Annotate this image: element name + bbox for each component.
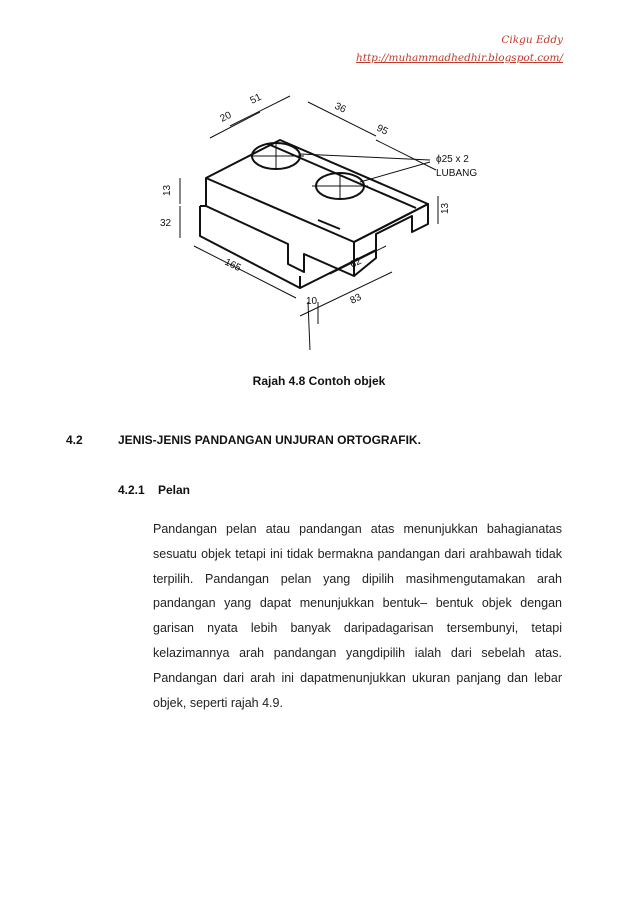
dimension-62: 62 xyxy=(348,255,364,271)
dimension-51: 51 xyxy=(248,91,264,107)
dimension-36: 36 xyxy=(332,100,348,116)
dimension-13-left: 13 xyxy=(162,184,173,196)
dimension-83: 83 xyxy=(348,291,364,307)
subsection-title: Pelan xyxy=(158,483,191,497)
header-url-link[interactable]: http://muhammadhedhir.blogspot.com/ xyxy=(355,52,563,64)
subsection-number: 4.2.1 xyxy=(118,483,145,497)
section-title: JENIS-JENIS PANDANGAN UNJURAN ORTOGRAFIK. xyxy=(118,433,421,447)
header-author: Cikgu Eddy xyxy=(501,34,563,46)
dimension-13-right: 13 xyxy=(440,202,451,214)
section-number: 4.2 xyxy=(66,433,83,447)
dimension-20: 20 xyxy=(218,109,234,125)
dimension-32: 32 xyxy=(160,218,172,229)
hole-label: LUBANG xyxy=(436,168,478,179)
dimension-10: 10 xyxy=(306,296,318,307)
dimension-165: 165 xyxy=(222,256,243,275)
figure-caption: Rajah 4.8 Contoh objek xyxy=(252,374,386,388)
dimension-95: 95 xyxy=(374,122,390,138)
isometric-drawing xyxy=(140,78,520,360)
body-paragraph: Pandangan pelan atau pandangan atas menunjukkan bahagianatas sesuatu objek tetapi ini tidak bermakna pandangan dari arahbawah tidak terpilih. Pandangan pelan yang dipilih masihmengutamakan arah pandangan yang dapat menunjukkan bentuk– bentuk objek dengan garisan nyata lebih banyak daripadagarisan tersembunyi, tetapi kelazimannya arah pandangan yangdipilih ialah dari sebelah atas. Pandangan dari arah ini dapatmenunjukkan ukuran panjang dan lebar objek, seperti rajah 4.9. xyxy=(153,522,562,710)
hole-note: ϕ25 x 2 xyxy=(436,154,469,165)
